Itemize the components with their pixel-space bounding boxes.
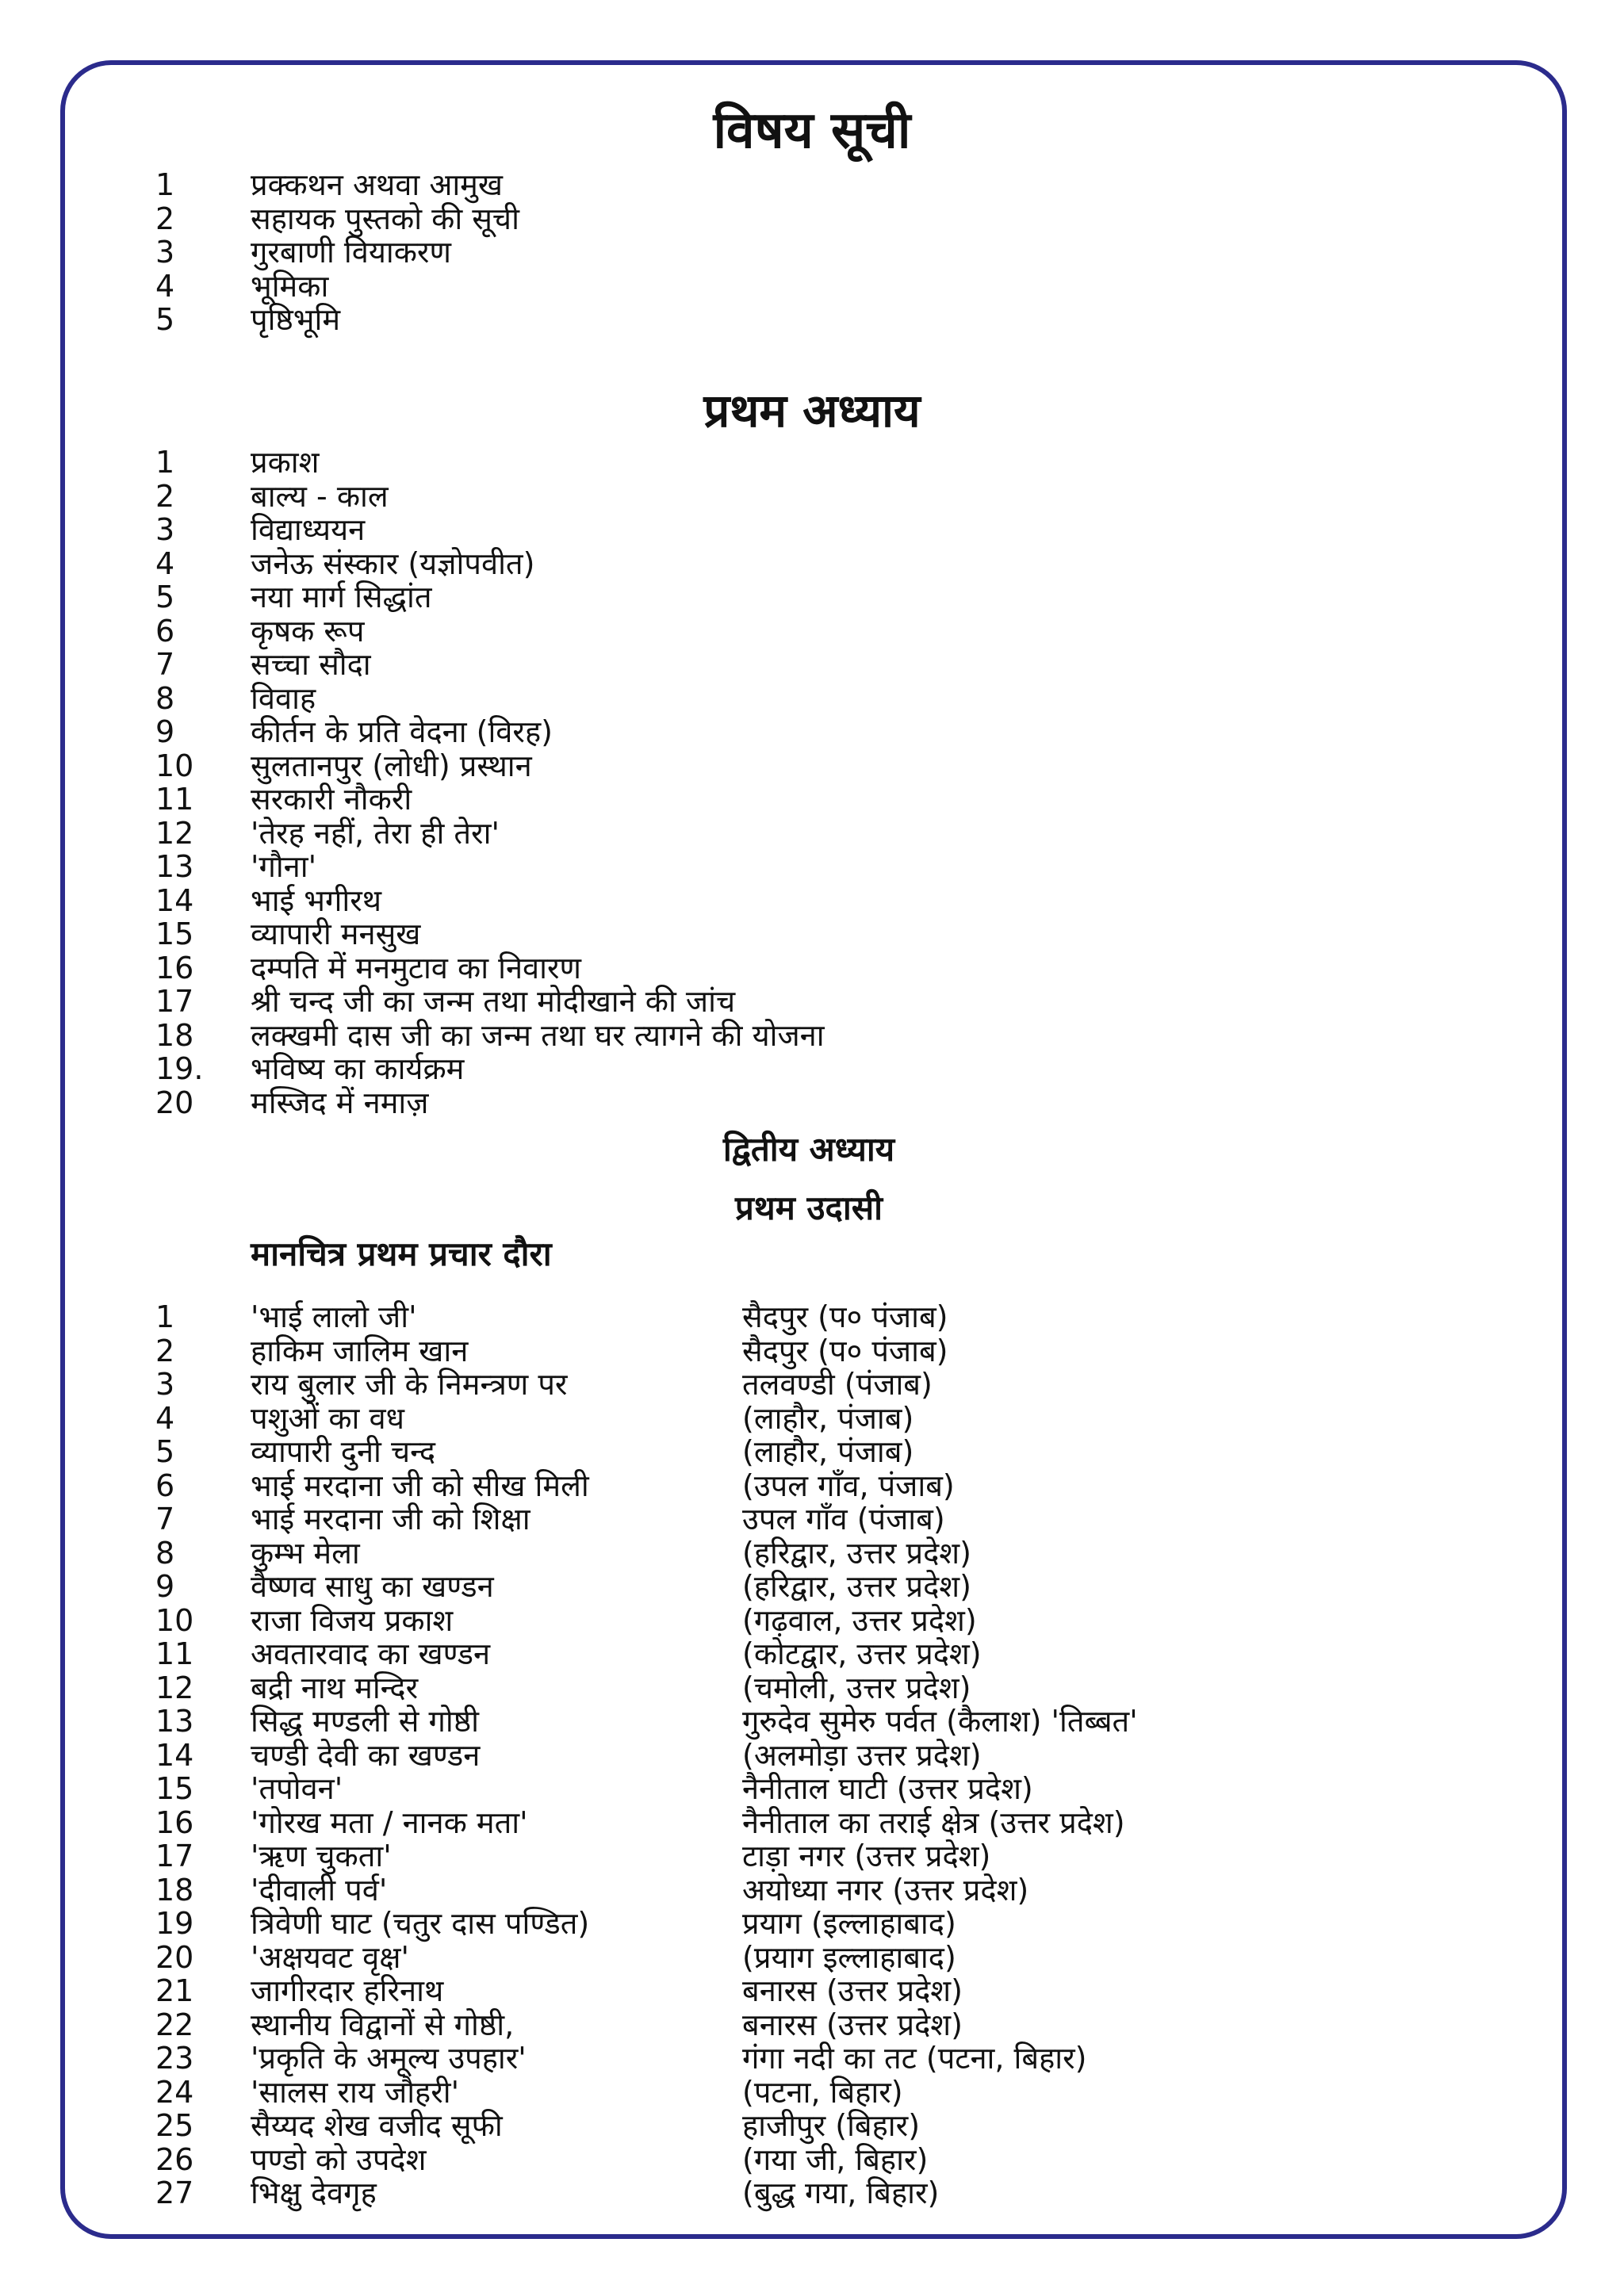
item-title: प्रक्कथन अथवा आमुख bbox=[251, 167, 503, 202]
item-number: 19. bbox=[155, 1051, 204, 1086]
item-title: बद्री नाथ मन्दिर bbox=[251, 1670, 419, 1705]
item-title: नया मार्ग सिद्धांत bbox=[251, 580, 432, 614]
item-title: श्री चन्द जी का जन्म तथा मोदीखाने की जांच bbox=[251, 984, 736, 1019]
item-number: 24 bbox=[155, 2074, 194, 2110]
item-number: 12 bbox=[155, 815, 194, 851]
item-number: 2 bbox=[155, 1333, 175, 1368]
item-title: 'गोरख मता / नानक मता' bbox=[251, 1804, 528, 1840]
item-title: 'भाई लालो जी' bbox=[251, 1299, 417, 1334]
item-place: (बुद्ध गया, बिहार) bbox=[742, 2175, 940, 2210]
item-place: (उपल गाँव, पंजाब) bbox=[742, 1468, 955, 1503]
item-number: 16 bbox=[155, 950, 194, 985]
item-number: 16 bbox=[155, 1804, 194, 1840]
item-number: 3 bbox=[155, 235, 175, 270]
item-number: 3 bbox=[155, 1367, 175, 1402]
item-number: 10 bbox=[155, 748, 194, 783]
item-number: 2 bbox=[155, 201, 175, 236]
item-number: 13 bbox=[155, 1704, 194, 1739]
item-title: राय बुलार जी के निमन्त्रण पर bbox=[251, 1367, 568, 1402]
item-place: (लाहौर, पंजाब) bbox=[742, 1434, 914, 1469]
item-title: व्यापारी मनसुख bbox=[251, 916, 421, 951]
item-title: 'गौना' bbox=[251, 849, 317, 884]
item-number: 7 bbox=[155, 1502, 175, 1536]
item-number: 15 bbox=[155, 916, 194, 951]
item-title: 'सालस राय जौहरी' bbox=[251, 2074, 460, 2110]
item-number: 8 bbox=[155, 680, 175, 716]
item-title: कुम्भ मेला bbox=[251, 1535, 360, 1571]
item-number: 20 bbox=[155, 1939, 194, 1975]
item-number: 1 bbox=[155, 445, 175, 480]
item-place: हाजीपुर (बिहार) bbox=[742, 2108, 921, 2143]
item-title: सुलतानपुर (लोधी) प्रस्थान bbox=[251, 748, 532, 783]
item-title: अवतारवाद का खण्डन bbox=[251, 1636, 491, 1671]
item-place: (प्रयाग इल्लाहाबाद) bbox=[742, 1939, 956, 1975]
item-number: 17 bbox=[155, 1839, 194, 1873]
item-title: वैष्णव साधु का खण्डन bbox=[251, 1569, 494, 1604]
item-number: 8 bbox=[155, 1535, 175, 1571]
item-number: 18 bbox=[155, 1017, 194, 1053]
item-number: 12 bbox=[155, 1670, 194, 1705]
item-title: भाई मरदाना जी को सीख मिली bbox=[251, 1468, 589, 1503]
item-title: बाल्य - काल bbox=[251, 478, 389, 514]
item-title: भिक्षु देवगृह bbox=[251, 2175, 377, 2210]
item-place: (हरिद्वार, उत्तर प्रदेश) bbox=[742, 1569, 971, 1604]
item-number: 27 bbox=[155, 2175, 194, 2210]
item-number: 15 bbox=[155, 1771, 194, 1806]
item-title: राजा विजय प्रकाश bbox=[251, 1602, 454, 1638]
item-title: 'दीवाली पर्व' bbox=[251, 1872, 388, 1908]
chapter1-title: प्रथम अध्याय bbox=[703, 384, 921, 438]
item-place: प्रयाग (इल्लाहाबाद) bbox=[742, 1906, 956, 1941]
item-title: कीर्तन के प्रति वेदना (विरह) bbox=[251, 714, 553, 749]
item-title: स्थानीय विद्वानों से गोष्ठी, bbox=[251, 2007, 515, 2042]
item-title: सहायक पुस्तको की सूची bbox=[251, 201, 519, 236]
item-place: बनारस (उत्तर प्रदेश) bbox=[742, 2007, 963, 2042]
item-place: (हरिद्वार, उत्तर प्रदेश) bbox=[742, 1535, 971, 1571]
item-title: 'प्रकृति के अमूल्य उपहार' bbox=[251, 2041, 527, 2076]
item-number: 1 bbox=[155, 167, 175, 202]
item-title: हाकिम जालिम खान bbox=[251, 1333, 469, 1368]
item-place: तलवण्डी (पंजाब) bbox=[742, 1367, 933, 1402]
item-number: 6 bbox=[155, 1468, 175, 1503]
item-title: भूमिका bbox=[251, 268, 329, 304]
item-place: नैनीताल का तराई क्षेत्र (उत्तर प्रदेश) bbox=[742, 1804, 1125, 1840]
item-number: 13 bbox=[155, 849, 194, 884]
item-number: 22 bbox=[155, 2007, 194, 2042]
item-number: 26 bbox=[155, 2141, 194, 2177]
chapter2-subtitle: प्रथम उदासी bbox=[735, 1188, 883, 1227]
item-number: 10 bbox=[155, 1602, 194, 1638]
page-title: विषय सूची bbox=[713, 101, 911, 160]
item-number: 6 bbox=[155, 613, 175, 649]
item-title: भविष्य का कार्यक्रम bbox=[251, 1051, 465, 1086]
item-number: 14 bbox=[155, 1737, 194, 1773]
item-title: गुरबाणी वियाकरण bbox=[251, 235, 451, 270]
item-number: 4 bbox=[155, 268, 175, 304]
map-title: मानचित्र प्रथम प्रचार दौरा bbox=[251, 1234, 552, 1273]
item-number: 9 bbox=[155, 1569, 175, 1604]
item-title: पृष्ठिभूमि bbox=[251, 302, 341, 337]
item-number: 25 bbox=[155, 2108, 194, 2143]
item-place: नैनीताल घाटी (उत्तर प्रदेश) bbox=[742, 1771, 1033, 1806]
item-number: 3 bbox=[155, 512, 175, 547]
item-number: 23 bbox=[155, 2041, 194, 2076]
item-title: 'तपोवन' bbox=[251, 1771, 343, 1806]
item-place: उपल गाँव (पंजाब) bbox=[742, 1502, 945, 1536]
item-title: सरकारी नौकरी bbox=[251, 782, 412, 817]
item-title: विद्याध्ययन bbox=[251, 512, 366, 547]
item-number: 17 bbox=[155, 984, 194, 1019]
item-number: 5 bbox=[155, 1434, 175, 1469]
item-number: 11 bbox=[155, 1636, 194, 1671]
item-title: जागीरदार हरिनाथ bbox=[251, 1973, 444, 2008]
item-place: (गढ़वाल, उत्तर प्रदेश) bbox=[742, 1602, 977, 1638]
item-place: बनारस (उत्तर प्रदेश) bbox=[742, 1973, 963, 2008]
item-number: 19 bbox=[155, 1906, 194, 1941]
item-place: गुरुदेव सुमेरु पर्वत (कैलाश) 'तिब्बत' bbox=[742, 1704, 1138, 1739]
item-number: 20 bbox=[155, 1085, 194, 1120]
item-title: सिद्ध मण्डली से गोष्ठी bbox=[251, 1704, 479, 1739]
item-number: 7 bbox=[155, 647, 175, 682]
item-title: दम्पति में मनमुटाव का निवारण bbox=[251, 950, 582, 985]
item-place: (गया जी, बिहार) bbox=[742, 2141, 929, 2177]
item-title: त्रिवेणी घाट (चतुर दास पण्डित) bbox=[251, 1906, 590, 1941]
item-title: 'तेरह नहीं, तेरा ही तेरा' bbox=[251, 815, 500, 851]
item-place: सैदपुर (प० पंजाब) bbox=[742, 1299, 948, 1334]
item-title: पशुओं का वध bbox=[251, 1400, 404, 1436]
item-place: सैदपुर (प० पंजाब) bbox=[742, 1333, 948, 1368]
item-number: 5 bbox=[155, 580, 175, 614]
item-place: गंगा नदी का तट (पटना, बिहार) bbox=[742, 2041, 1087, 2076]
item-place: अयोध्या नगर (उत्तर प्रदेश) bbox=[742, 1872, 1029, 1908]
item-title: जनेऊ संस्कार (यज्ञोपवीत) bbox=[251, 545, 535, 581]
item-title: भाई मरदाना जी को शिक्षा bbox=[251, 1502, 530, 1536]
item-place: (पटना, बिहार) bbox=[742, 2074, 903, 2110]
item-number: 14 bbox=[155, 882, 194, 918]
item-number: 1 bbox=[155, 1299, 175, 1334]
item-number: 4 bbox=[155, 1400, 175, 1436]
item-number: 21 bbox=[155, 1973, 194, 2008]
item-number: 5 bbox=[155, 302, 175, 337]
item-title: 'ऋण चुकता' bbox=[251, 1839, 392, 1873]
item-title: चण्डी देवी का खण्डन bbox=[251, 1737, 481, 1773]
item-place: टाड़ा नगर (उत्तर प्रदेश) bbox=[742, 1839, 991, 1873]
item-title: कृषक रूप bbox=[251, 613, 365, 649]
item-title: भाई भगीरथ bbox=[251, 882, 382, 918]
item-title: सच्चा सौदा bbox=[251, 647, 371, 682]
item-place: (कोटद्वार, उत्तर प्रदेश) bbox=[742, 1636, 982, 1671]
item-number: 9 bbox=[155, 714, 175, 749]
item-number: 4 bbox=[155, 545, 175, 581]
item-title: लक्खमी दास जी का जन्म तथा घर त्यागने की योजना bbox=[251, 1017, 825, 1053]
item-title: 'अक्षयवट वृक्ष' bbox=[251, 1939, 409, 1975]
item-place: (लाहौर, पंजाब) bbox=[742, 1400, 914, 1436]
item-number: 18 bbox=[155, 1872, 194, 1908]
chapter2-title: द्वितीय अध्याय bbox=[722, 1130, 895, 1169]
item-title: व्यापारी दुनी चन्द bbox=[251, 1434, 436, 1469]
item-title: मस्जिद में नमाज़ bbox=[251, 1085, 429, 1120]
item-title: पण्डो को उपदेश bbox=[251, 2141, 427, 2177]
item-title: सैय्यद शेख वजीद सूफी bbox=[251, 2108, 503, 2143]
item-number: 2 bbox=[155, 478, 175, 514]
item-number: 11 bbox=[155, 782, 194, 817]
item-title: विवाह bbox=[251, 680, 316, 716]
item-place: (चमोली, उत्तर प्रदेश) bbox=[742, 1670, 971, 1705]
item-title: प्रकाश bbox=[251, 445, 320, 480]
item-place: (अलमोड़ा उत्तर प्रदेश) bbox=[742, 1737, 982, 1773]
